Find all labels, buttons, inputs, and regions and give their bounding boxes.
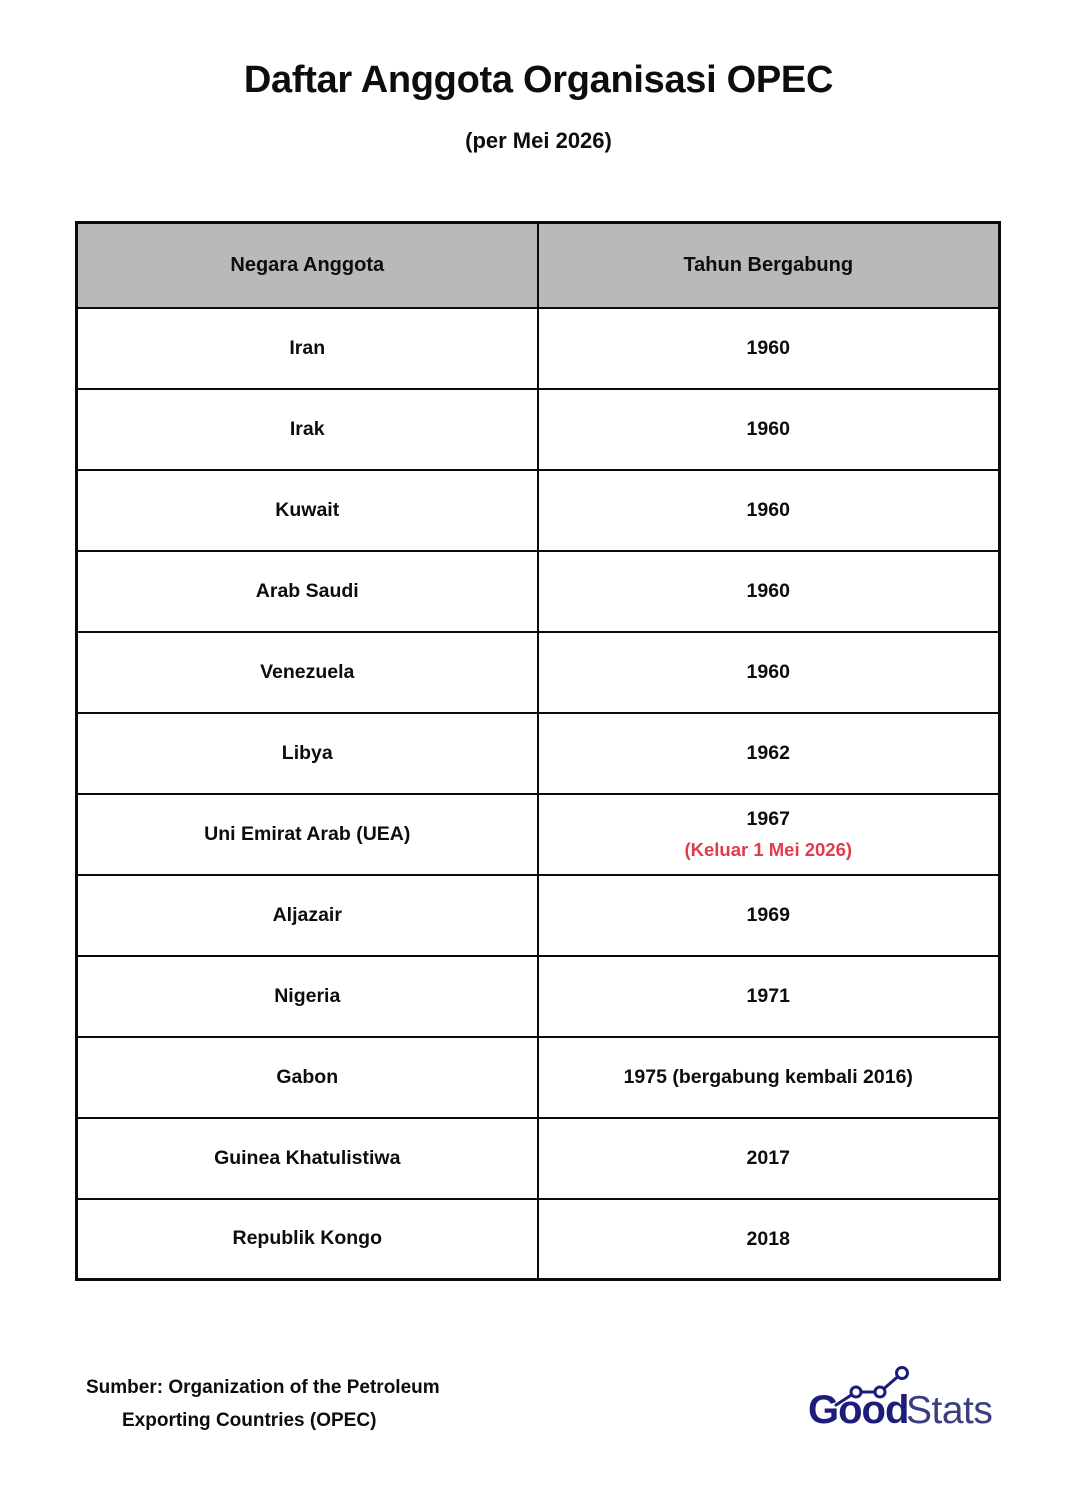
document-footer <box>0 1365 1077 1465</box>
cell-year <box>538 713 1000 794</box>
cell-country: Iran <box>77 308 538 389</box>
table-row <box>77 713 1000 794</box>
cell-country: Uni Emirat Arab (UEA) <box>77 794 538 875</box>
cell-year-value: 1969 <box>746 903 790 926</box>
opec-members-table-container <box>75 221 998 1281</box>
cell-country: Irak <box>77 389 538 470</box>
table-row <box>77 308 1000 389</box>
cell-year <box>538 632 1000 713</box>
cell-country: Venezuela <box>77 632 538 713</box>
cell-country: Aljazair <box>77 875 538 956</box>
cell-country: Arab Saudi <box>77 551 538 632</box>
table-row <box>77 1199 1000 1280</box>
cell-year <box>538 389 1000 470</box>
goodstats-logo-svg <box>798 1365 998 1445</box>
page-title: Daftar Anggota Organisasi OPEC <box>243 59 834 101</box>
cell-country: Libya <box>77 713 538 794</box>
cell-year-value: 2018 <box>746 1227 790 1250</box>
cell-year <box>538 794 1000 875</box>
cell-year-value: 1960 <box>746 498 790 521</box>
cell-year-value: 1962 <box>746 741 790 764</box>
cell-year <box>538 308 1000 389</box>
logo-text-good: Good <box>808 1388 909 1432</box>
table-header <box>77 223 1000 308</box>
cell-year-value: 1960 <box>746 336 790 359</box>
table-row <box>77 551 1000 632</box>
source-line-1: Sumber: Organization of the Petroleum <box>86 1377 440 1398</box>
table-row <box>77 956 1000 1037</box>
cell-year <box>538 875 1000 956</box>
cell-country: Republik Kongo <box>77 1199 538 1280</box>
cell-year-value: 2017 <box>746 1146 790 1169</box>
cell-year <box>538 551 1000 632</box>
cell-year-value: 1975 (bergabung kembali 2016) <box>623 1065 913 1088</box>
source-line-2: Exporting Countries (OPEC) <box>122 1410 377 1432</box>
table-row <box>77 389 1000 470</box>
table-row <box>77 1118 1000 1199</box>
table-row <box>77 794 1000 875</box>
cell-year <box>538 956 1000 1037</box>
table-row <box>77 470 1000 551</box>
goodstats-logo <box>798 1365 998 1445</box>
cell-year-value: 1971 <box>746 984 790 1007</box>
cell-country: Nigeria <box>77 956 538 1037</box>
cell-year <box>538 470 1000 551</box>
table-header-row <box>77 223 1000 308</box>
column-header-country: Negara Anggota <box>77 223 538 308</box>
table-row <box>77 875 1000 956</box>
logo-text-stats: Stats <box>906 1389 993 1432</box>
table-row <box>77 1037 1000 1118</box>
column-header-year: Tahun Bergabung <box>538 223 1000 308</box>
opec-members-table <box>75 221 1001 1281</box>
cell-year-exit-note: (Keluar 1 Mei 2026) <box>684 838 853 860</box>
cell-year <box>538 1118 1000 1199</box>
cell-country: Kuwait <box>77 470 538 551</box>
cell-country: Gabon <box>77 1037 538 1118</box>
cell-year-value: 1960 <box>746 660 790 683</box>
document-header <box>0 0 1077 154</box>
cell-year-value: 1967 <box>746 808 790 831</box>
cell-year <box>538 1199 1000 1280</box>
cell-country: Guinea Khatulistiwa <box>77 1118 538 1199</box>
source-attribution <box>86 1371 556 1438</box>
cell-year-value: 1960 <box>746 417 790 440</box>
table-row <box>77 632 1000 713</box>
cell-year-value: 1960 <box>746 579 790 602</box>
cell-year <box>538 1037 1000 1118</box>
page-subtitle: (per Mei 2026) <box>465 127 612 153</box>
table-body <box>77 308 1000 1280</box>
